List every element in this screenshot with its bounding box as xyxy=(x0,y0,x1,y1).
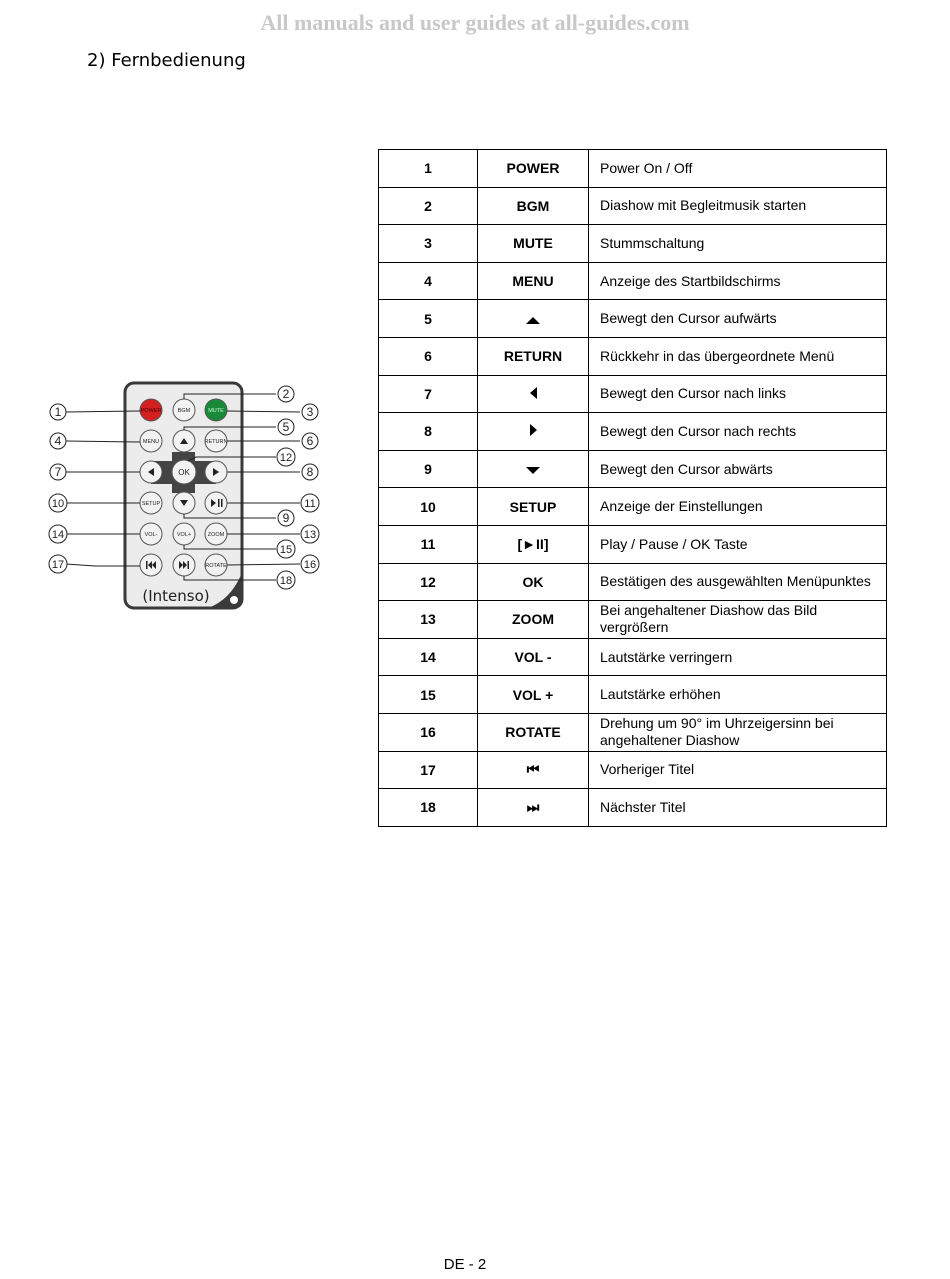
key-description: Bei angehaltener Diashow das Bild vergrößern xyxy=(589,601,887,639)
table-row xyxy=(379,525,887,563)
key-icon-cell xyxy=(478,375,589,413)
rotate-button-label: ROTATE xyxy=(205,563,227,569)
button-function-table xyxy=(378,149,887,827)
row-number: 1 xyxy=(379,150,478,188)
key-description: Anzeige des Startbildschirms xyxy=(589,262,887,300)
row-number: 3 xyxy=(379,225,478,263)
vol-plus-button-label: VOL+ xyxy=(176,532,192,538)
setup-button-label: SETUP xyxy=(141,501,161,507)
callout-16: 16 xyxy=(303,559,317,571)
row-number: 16 xyxy=(379,713,478,751)
table-row xyxy=(379,450,887,488)
key-icon-cell xyxy=(478,450,589,488)
key-description: Bestätigen des ausgewählten Menüpunktes xyxy=(589,563,887,601)
key-description: Nächster Titel xyxy=(589,789,887,827)
key-label: RETURN xyxy=(478,337,589,375)
key-description: Bewegt den Cursor aufwärts xyxy=(589,300,887,338)
zoom-button-label: ZOOM xyxy=(207,532,225,538)
key-description: Power On / Off xyxy=(589,150,887,188)
row-number: 9 xyxy=(379,450,478,488)
callout-13: 13 xyxy=(303,529,317,541)
callout-6: 6 xyxy=(306,434,314,448)
row-number: 4 xyxy=(379,262,478,300)
remote-led xyxy=(230,596,238,604)
key-description: Bewegt den Cursor abwärts xyxy=(589,450,887,488)
next-track-icon: ⏭ xyxy=(478,789,589,827)
right-triangle-icon xyxy=(530,424,537,436)
callout-12: 12 xyxy=(279,452,293,464)
key-label: BGM xyxy=(478,187,589,225)
table-row xyxy=(379,375,887,413)
table-row xyxy=(379,150,887,188)
key-description: Vorheriger Titel xyxy=(589,751,887,789)
row-number: 17 xyxy=(379,751,478,789)
callout-3: 3 xyxy=(306,405,314,419)
row-number: 6 xyxy=(379,337,478,375)
callout-8: 8 xyxy=(306,465,314,479)
key-label: ROTATE xyxy=(478,713,589,751)
menu-button-label: MENU xyxy=(142,439,160,445)
key-description: Play / Pause / OK Taste xyxy=(589,525,887,563)
previous-track-icon: ⏮ xyxy=(478,751,589,789)
row-number: 2 xyxy=(379,187,478,225)
table-row xyxy=(379,488,887,526)
callout-1: 1 xyxy=(54,405,62,419)
page-number: DE - 2 xyxy=(443,1256,487,1273)
left-triangle-icon xyxy=(530,387,537,399)
row-number: 18 xyxy=(379,789,478,827)
table-row xyxy=(379,751,887,789)
remote-control-figure xyxy=(40,375,330,615)
table-row xyxy=(379,638,887,676)
down-triangle-icon xyxy=(526,467,540,474)
table-row xyxy=(379,601,887,639)
callout-14: 14 xyxy=(51,529,65,541)
row-number: 11 xyxy=(379,525,478,563)
key-label: OK xyxy=(478,563,589,601)
key-description: Anzeige der Einstellungen xyxy=(589,488,887,526)
key-icon-cell xyxy=(478,413,589,451)
row-number: 13 xyxy=(379,601,478,639)
table-row xyxy=(379,563,887,601)
key-label: POWER xyxy=(478,150,589,188)
table-row xyxy=(379,225,887,263)
callout-17: 17 xyxy=(51,559,65,571)
table-row xyxy=(379,413,887,451)
row-number: 7 xyxy=(379,375,478,413)
key-icon-cell xyxy=(478,300,589,338)
power-button-label: POWER xyxy=(140,408,162,414)
button-function-table-body xyxy=(379,150,887,827)
key-description: Stummschaltung xyxy=(589,225,887,263)
table-row xyxy=(379,713,887,751)
key-description: Bewegt den Cursor nach links xyxy=(589,375,887,413)
callout-18: 18 xyxy=(279,575,293,587)
key-label: ZOOM xyxy=(478,601,589,639)
section-heading: 2) Fernbedienung xyxy=(87,50,246,71)
callout-11: 11 xyxy=(304,498,316,510)
mute-button-label: MUTE xyxy=(208,408,224,414)
ok-button-label: OK xyxy=(178,468,190,477)
table-row xyxy=(379,300,887,338)
key-description: Bewegt den Cursor nach rechts xyxy=(589,413,887,451)
row-number: 12 xyxy=(379,563,478,601)
key-description: Drehung um 90° im Uhrzeigersinn bei angehaltener Diashow xyxy=(589,713,887,751)
callout-10: 10 xyxy=(51,498,65,510)
row-number: 10 xyxy=(379,488,478,526)
key-label: [►II] xyxy=(478,525,589,563)
vol-minus-button-label: VOL- xyxy=(144,532,158,538)
up-triangle-icon xyxy=(526,317,540,324)
callout-9: 9 xyxy=(282,511,290,525)
key-description: Lautstärke erhöhen xyxy=(589,676,887,714)
brand-logo: (Intenso) xyxy=(142,587,210,605)
row-number: 14 xyxy=(379,638,478,676)
row-number: 5 xyxy=(379,300,478,338)
row-number: 8 xyxy=(379,413,478,451)
row-number: 15 xyxy=(379,676,478,714)
callout-2: 2 xyxy=(282,387,290,401)
key-label: VOL + xyxy=(478,676,589,714)
callout-4: 4 xyxy=(54,434,62,448)
bgm-button-label: BGM xyxy=(177,408,191,414)
key-description: Lautstärke verringern xyxy=(589,638,887,676)
table-row xyxy=(379,337,887,375)
key-label: VOL - xyxy=(478,638,589,676)
callout-7: 7 xyxy=(54,465,62,479)
table-row xyxy=(379,187,887,225)
table-row xyxy=(379,789,887,827)
key-label: MENU xyxy=(478,262,589,300)
callout-5: 5 xyxy=(282,420,290,434)
table-row xyxy=(379,676,887,714)
key-description: Diashow mit Begleitmusik starten xyxy=(589,187,887,225)
callout-15: 15 xyxy=(279,544,293,556)
return-button-label: RETURN xyxy=(204,439,228,445)
key-label: SETUP xyxy=(478,488,589,526)
table-row xyxy=(379,262,887,300)
key-label: MUTE xyxy=(478,225,589,263)
watermark: All manuals and user guides at all-guides.com xyxy=(260,10,690,35)
key-description: Rückkehr in das übergeordnete Menü xyxy=(589,337,887,375)
